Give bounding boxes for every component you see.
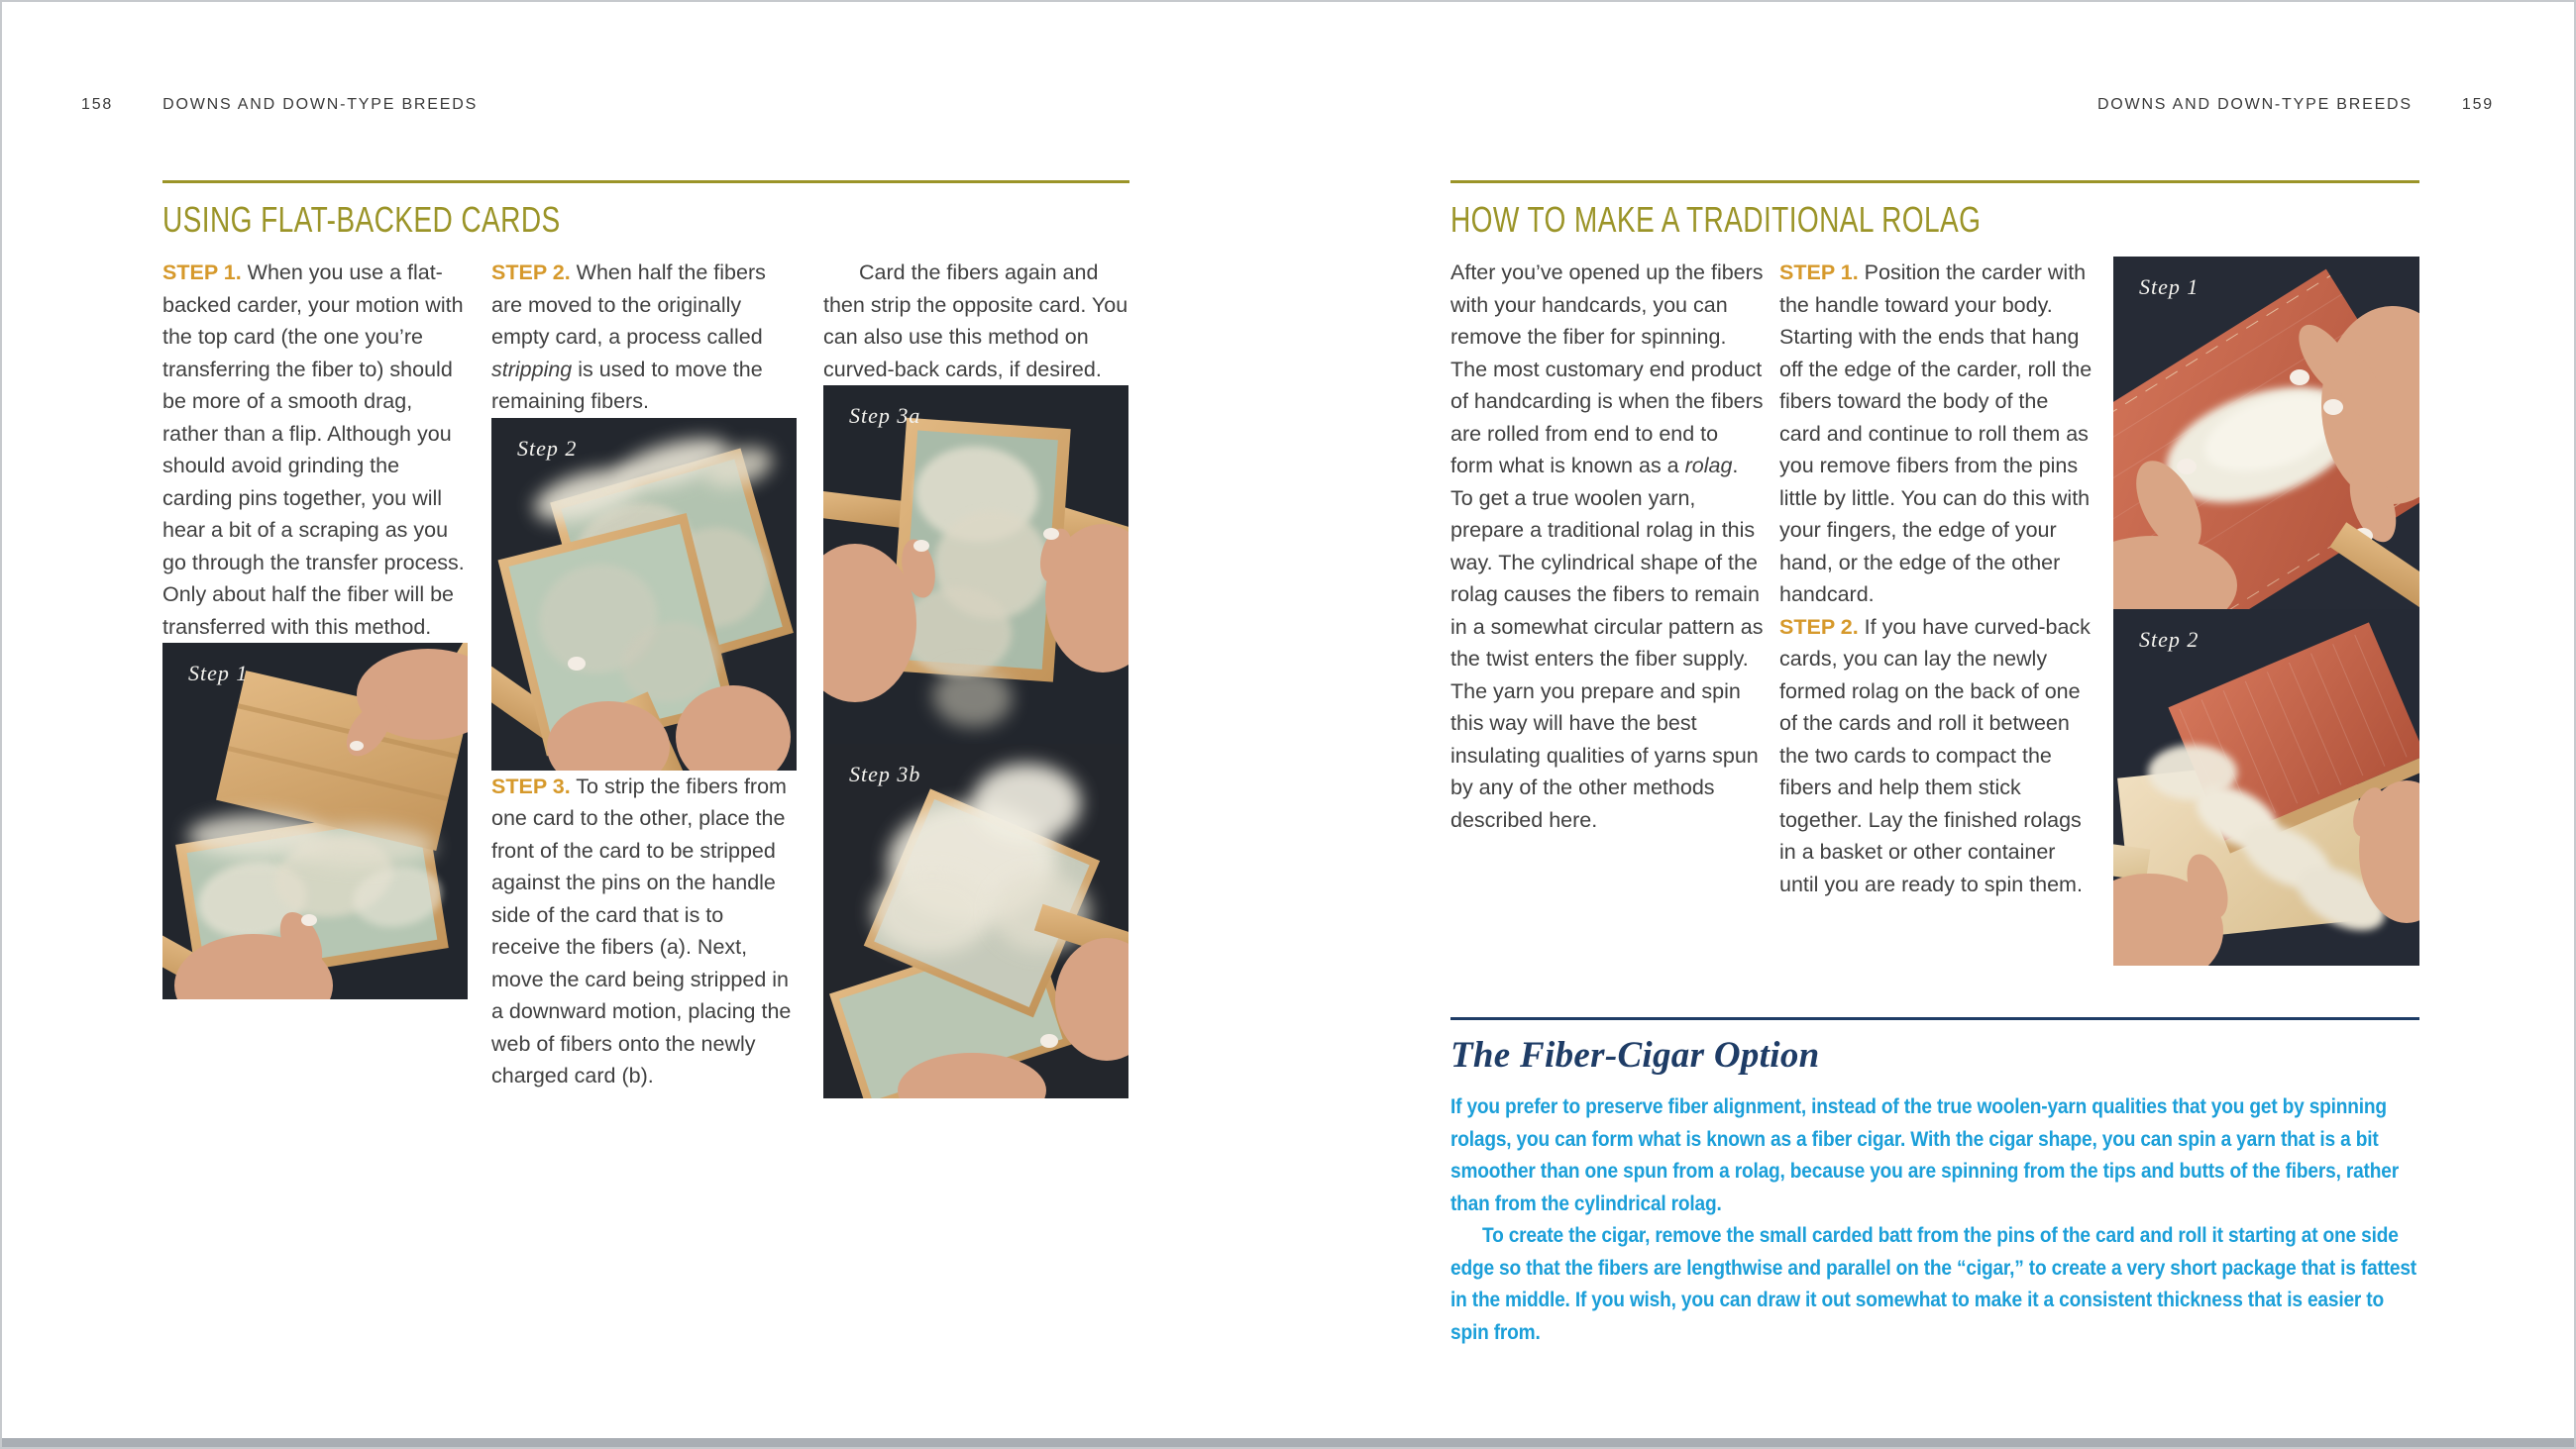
page-bottom-edge [2, 1438, 2574, 1447]
running-head-right [2097, 96, 2494, 114]
step2-paragraph: STEP 2. When half the fibers are moved to the originally empty card, a process called stripping is used to move the remaining fibers. [491, 260, 766, 413]
sidebar-paragraph-2: To create the cigar, remove the small carded batt from the pins of the card and roll it starting at one side edge so that the fibers are lengthwise and parallel on the “cigar,” to create a very short package that is fattest in the middle. If you wish, you can draw it out somewhat to make it a consistent thickness that is easier to spin from. [1450, 1223, 2416, 1344]
fiber-cigar-sidebar [1450, 1017, 2419, 1348]
right-column-1 [1450, 257, 1766, 836]
left-column-3 [823, 257, 1128, 1098]
right-columns [1450, 257, 2419, 1001]
page-right [1450, 180, 2419, 1348]
crossed-cards-illustration [491, 418, 797, 771]
photo-left-step2 [491, 418, 797, 771]
running-head-left [81, 96, 478, 114]
left-columns [162, 257, 1129, 1098]
rolag-step2-paragraph: STEP 2. If you have curved-back cards, you can lay the newly formed rolag on the back of one of the cards and roll it between the two cards to compact the fibers and help them stick together. Lay the finished rolags in a basket or other container until you are ready to spin them. [1779, 614, 2091, 896]
rolag-step1-label: STEP 1. [1779, 260, 1859, 284]
page-left [162, 180, 1129, 1098]
step3-label: STEP 3. [491, 774, 571, 798]
rolag-step2-label: STEP 2. [1779, 614, 1859, 639]
left-column-2 [491, 257, 797, 1092]
photo-right-step1 [2113, 257, 2419, 609]
stripping-motion-illustration [823, 744, 1128, 1098]
sidebar-paragraph-1: If you prefer to preserve fiber alignment, instead of the true woolen-yarn qualities that you get by spinning rolags, you can form what is known as a fiber cigar. With the cigar shape, you can spin a yarn that is a bit smoother than one spun from a rolag, because you are spinning from the tips and butts of the fibers, rather than from the cylindrical rolag. [1450, 1094, 2399, 1215]
running-head-left-text: DOWNS AND DOWN-TYPE BREEDS [162, 96, 479, 113]
step2-label: STEP 2. [491, 260, 571, 284]
flat-backed-cards-illustration [162, 643, 468, 999]
photo-caption: Step 1 [188, 661, 249, 685]
sidebar-body [1450, 1090, 2419, 1348]
compacting-rolag-illustration [2113, 609, 2419, 966]
section-title-right: HOW TO MAKE A TRADITIONAL ROLAG [1450, 199, 1982, 240]
card-again-paragraph: Card the fibers again and then strip the opposite card. You can also use this method on curved-back cards, if desired. [823, 260, 1128, 381]
photo-caption: Step 2 [2139, 627, 2200, 652]
right-column-2 [1779, 257, 2094, 900]
photo-caption: Step 2 [517, 435, 578, 461]
photo-caption: Step 3b [849, 762, 921, 786]
section-rule-left [162, 180, 1129, 183]
photo-left-step1 [162, 643, 468, 999]
step3-paragraph: STEP 3. To strip the fibers from one card to the other, place the front of the card to be stripped against the pins on the handle side of the card that is to receive the fibers (a). Next, move the card being stripped in a downward motion, placing the web of fibers onto the newly charged card (b). [491, 774, 792, 1087]
stripping-position-illustration [823, 385, 1128, 744]
photo-caption: Step 3a [849, 403, 921, 428]
page-number-left: 158 [81, 96, 114, 113]
photo-left-step3a [823, 385, 1128, 744]
section-title-left: USING FLAT-BACKED CARDS [162, 199, 561, 240]
step1-paragraph: STEP 1. When you use a flat-backed carder, your motion with the top card (the one you’re transferring the fiber to) should be more of a smooth drag, rather than a flip. Although you should avoid grinding the carding pins together, you will hear a bit of a scraping as you go through the transfer process. Only about half the fiber will be transferred with this method. [162, 260, 465, 639]
left-column-1 [162, 257, 468, 999]
sidebar-title: The Fiber-Cigar Option [1450, 1035, 1820, 1076]
step1-label: STEP 1. [162, 260, 242, 284]
rolag-step1-paragraph: STEP 1. Position the carder with the handle toward your body. Starting with the ends that hang off the edge of the carder, roll the fibers toward the body of the card and continue to roll them as you remove fibers from the pins little by little. You can do this with your fingers, the edge of your hand, or the edge of the other handcard. [1779, 260, 2093, 606]
right-photo-column [2113, 257, 2419, 966]
rolling-rolag-illustration [2113, 257, 2419, 609]
photo-left-step3b [823, 744, 1128, 1098]
page-number-right: 159 [2461, 96, 2494, 113]
running-head-right-text: DOWNS AND DOWN-TYPE BREEDS [2096, 96, 2413, 113]
photo-caption: Step 1 [2139, 274, 2200, 299]
section-rule-right [1450, 180, 2419, 183]
photo-right-step2 [2113, 609, 2419, 966]
rolag-intro-paragraph: After you’ve opened up the fibers with your handcards, you can remove the fiber for spinning. The most customary end product of handcarding is when the fibers are rolled from end to end to form what is known as a rolag. To get a true woolen yarn, prepare a traditional rolag in this way. The cylindrical shape of the rolag causes the fibers to remain in a somewhat circular pattern as the twist enters the fiber supply. The yarn you prepare and spin this way will have the best insulating qualities of yarns spun by any of the other methods described here. [1450, 260, 1764, 832]
